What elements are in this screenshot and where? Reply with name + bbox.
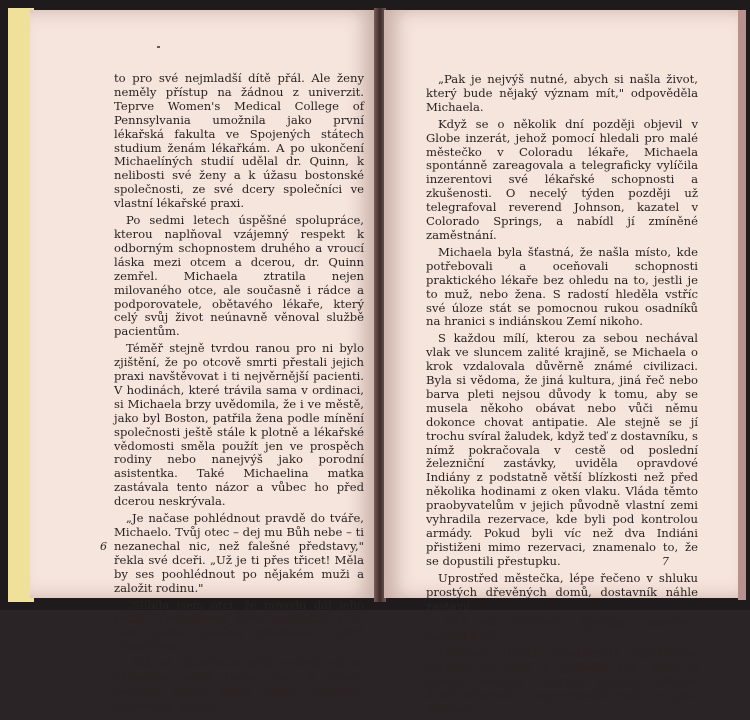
page-mark xyxy=(157,46,160,48)
right-page-text xyxy=(426,73,698,720)
back-cover-edge xyxy=(738,10,746,600)
paragraph: S každou mílí, kterou za sebou nechával vlak ve sluncem zalité krajině, se Michaela o krok vzdalovala důvěrně známé civilizaci. Byla si vědoma, že jiná kultura, jiná řeč nebo barva pleti nejsou důvody k tomu, aby se musela někoho obávat nebo vůči němu dokonce chovat antipatie. Ale stejně se jí trochu svíral žaludek, když teď z dostavníku, s nímž pokračovala v cestě od poslední železniční zastávky, uviděla opravdové Indiány z podstatně větší blízkosti než před několika hodinami z oken vlaku. Vláda těmto praobyvatelům v jejich původně vlastní zemi vyhradila rezervace, kde byli pod kontrolou armády. Pokud byli víc než dva Indiáni přistiženi mimo rezervaci, znamenalo to, že se dopustili přestupku. xyxy=(426,331,698,568)
paragraph: „Pak je nejvýš nutné, abych si našla život, který bude nějaký význam mít," odpověděla Michaela. xyxy=(426,72,698,114)
paragraph: „Je načase pohlédnout pravdě do tváře, Michaelo. Tvůj otec – dej mu Bůh nebe – ti nezanechal nic, než falešné představy," řekla své dceři. „Už je ti přes třicet! Měla by ses poohlédnout po nějakém muži a založit rodinu." xyxy=(114,511,364,595)
right-page xyxy=(384,10,738,716)
left-page-text xyxy=(114,72,364,716)
left-page xyxy=(30,10,376,712)
paragraph: Když se o několik dní později objevil v Globe inzerát, jehož pomocí hledali pro malé městečko v Coloradu lékaře, Michaela spontánně zareagovala a telegraficky vylíčila inzerentovi své lékařské schopnosti a zkušenosti. O necelý týden později už telegrafoval reverend Johnson, kazatel v Colorado Springs, a nabídl jí zmíněné zaměstnání. xyxy=(426,116,698,242)
paragraph: „Taková skutečnost hrála možná roli ve vědeckém světě tvého otce. V našem běžném životě nemá žádný význam," oponovala matka. xyxy=(114,656,364,712)
paragraph: „Vítá vás Colorado Springs, panstvo!" zavolal kočí. xyxy=(426,615,698,644)
paragraph: Po sedmi letech úspěšné spolupráce, kterou naplňoval vzájemný respekt k odborným schopnostem druhého a vroucí láska mezi otcem a dcerou, dr. Quinn zemřel. Michaela ztratila nejen milovaného otce, ale současně i rádce a podporovatele, obětavého lékaře, který celý svůj život neúnavně věnoval službě pacientům. xyxy=(114,213,364,339)
paragraph: Uprostřed městečka, lépe řečeno v shluku prostých dřevěných domů, dostavník náhle zastavil. xyxy=(426,570,698,613)
paragraph: Michaela trochu poodhrnula zaprášenou záclonu na okně a vyhlédla ven. Bylo to zjevně centrum Colorado Springs: několik domů rámovalo v nepravidelné řadě cosi jako náměstí. xyxy=(426,646,698,716)
paragraph: Michaela byla šťastná, že našla místo, kde potřebovali a oceňovali schopnosti praktického lékaře bez ohledu na to, jestli je to muž, nebo žena. S radostí hleděla vstříc své úloze stát se pomocnou rukou osadníků na hranici s indiánskou Zemí nikoho. xyxy=(426,244,698,329)
page-number: 6 xyxy=(100,540,107,553)
paragraph: Téměř stejně tvrdou ranou pro ni bylo zjištění, že po otcově smrti přestali jejich praxi navštěvovat i ti nejvěrnější pacienti. V hodinách, které trávila sama v ordinaci, si Michaela brzy uvědomila, že i ve městě, jako byl Boston, patřila žena podle mínění společnosti ještě stále k plotně a lékařské vědomosti směla použít jen ve prospěch rodiny nebo nanejvýš jako porodní asistentka. Také Michaelina matka zastávala tento názor a vůbec ho před dcerou neskrývala. xyxy=(114,341,364,509)
page-number: 7 xyxy=(662,555,669,568)
paragraph: „Slíbila jsem otci, že povedu dál jeho praxi. Vystudovala jsem medicínu a to není žádná falešná představa, nýbrž skutečnost." xyxy=(114,597,364,654)
paragraph: to pro své nejmladší dítě přál. Ale ženy neměly přístup na žádnou z univerzit. Teprve Women's Medical College of Pennsylvania umožnila jako první lékařská fakulta ve Spojených státech studium ženám lékařkám. A po ukončení Michaelíných studií udělal dr. Quinn, k nelibosti své ženy a k úžasu bostonské společnosti, ze své dcery společníci ve vlastní lékařské praxi. xyxy=(114,71,364,211)
